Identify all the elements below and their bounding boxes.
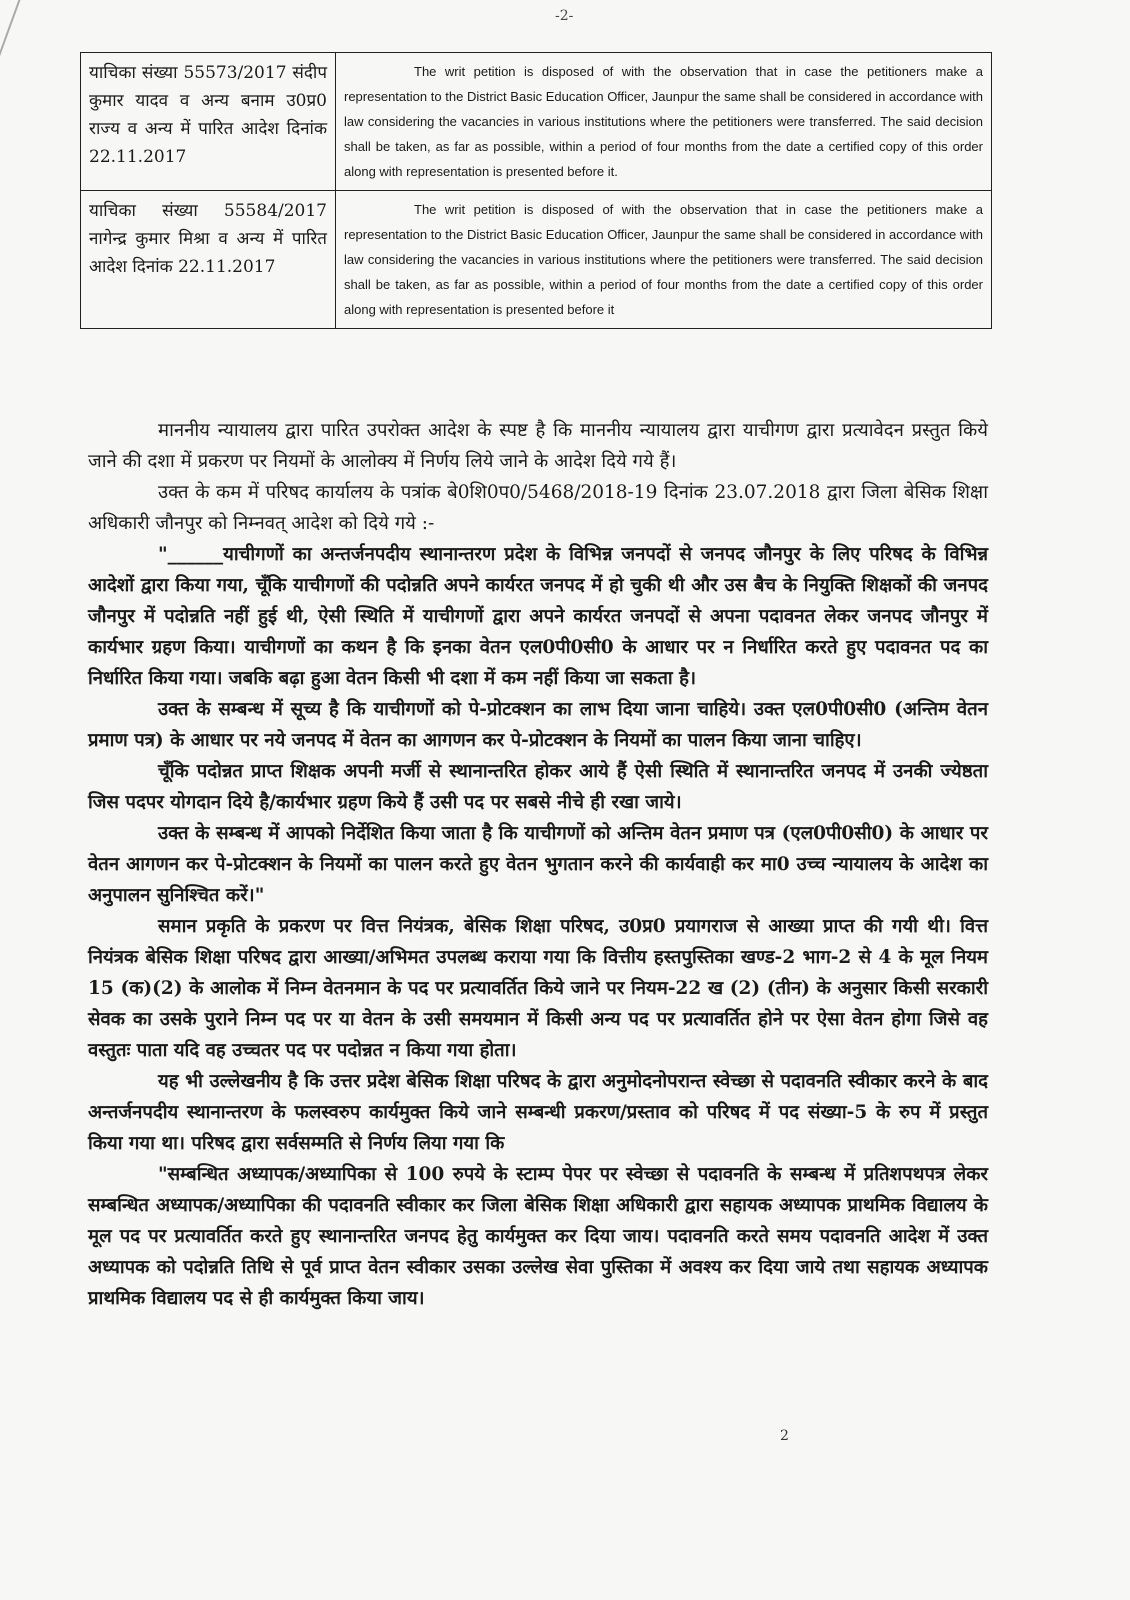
paragraph-council-letter: उक्त के कम में परिषद कार्यालय के पत्रांक बे0शि0प0/5468/2018-19 दिनांक 23.07.2018 द्वारा जिला बेसिक शिक्षा अधिकारी जौनपुर को निम्नवत् आदेश को दिये गये :-	[88, 482, 988, 534]
order-observation-cell	[336, 191, 992, 329]
page-footer-mark: 2	[780, 1428, 789, 1444]
paragraph-directive: उक्त के सम्बन्ध में आपको निर्देशित किया जाता है कि याचीगणों को अन्तिम वेतन प्रमाण पत्र (एल0पी0सी0) के आधार पर वेतन आगणन कर पे-प्रोटक्शन के नियमों का पालन करते हुए वेतन भुगतान करने की कार्यवाही कर मा0 उच्च न्यायालय के आदेश का अनुपालन सुनिश्चित करें।"	[88, 823, 988, 906]
paragraph-quoted-resolution: "सम्बन्धित अध्यापक/अध्यापिका से 100 रुपये के स्टाम्प पेपर पर स्वेच्छा से पदावनति के सम्बन्ध में प्रतिशपथपत्र लेकर सम्बन्धित अध्यापक/अध्यापिका की पदावनति स्वीकार कर जिला बेसिक शिक्षा अधिकारी द्वारा सहायक अध्यापक प्राथमिक विद्यालय के मूल पद पर प्रत्यावर्तित करते हुए स्थानान्तरित जनपद हेतु कार्यमुक्त कर दिया जाय। पदावनति करते समय पदावनति आदेश में उक्त अध्यापक को पदोन्नति तिथि से पूर्व प्राप्त वेतन स्वीकार उसका उल्लेख सेवा पुस्तिका में अवश्य कर दिया जाये तथा सहायक अध्यापक प्राथमिक विद्यालय पद से ही कार्यमुक्त किया जाय।	[88, 1164, 988, 1309]
order-observation-cell	[336, 53, 992, 191]
order-reference-cell: याचिका संख्या 55584/2017 नागेन्द्र कुमार मिश्रा व अन्य में पारित आदेश दिनांक 22.11.2017	[81, 191, 336, 329]
order-reference-cell: याचिका संख्या 55573/2017 संदीप कुमार यादव व अन्य बनाम उ0प्र0 राज्य व अन्य में पारित आदेश दिनांक 22.11.2017	[81, 53, 336, 191]
order-observation-text: The writ petition is disposed of with the observation that in case the petitioners make a representation to the District Basic Education Officer, Jaunpur the same shall be considered in accordance with law considering the vacancies in various institutions where the petitioners were transferred. The said decision shall be taken, as far as possible, within a period of four months from the date a certified copy of this order along with representation is presented before it	[344, 202, 983, 317]
page-number: -2-	[555, 8, 574, 24]
paragraph-council-decision: यह भी उल्लेखनीय है कि उत्तर प्रदेश बेसिक शिक्षा परिषद के द्वारा अनुमोदनोपरान्त स्वेच्छा से पदावनति स्वीकार करने के बाद अन्तर्जनपदीय स्थानान्तरण के फलस्वरुप कार्यमुक्त किये जाने सम्बन्धी प्रकरण/प्रस्ताव को परिषद में पद संख्या-5 के रुप में प्रस्तुत किया गया था। परिषद द्वारा सर्वसम्मति से निर्णय लिया गया कि	[88, 1071, 988, 1154]
paragraph-quoted-order: "______याचीगणों का अन्तर्जनपदीय स्थानान्तरण प्रदेश के विभिन्न जनपदों से जनपद जौनपुर के लिए परिषद के विभिन्न आदेशों द्वारा किया गया, चूँकि याचीगणों की पदोन्नति अपने कार्यरत जनपद में हो चुकी थी और उस बैच के नियुक्ति शिक्षकों की जनपद जौनपुर में पदोन्नति नहीं हुई थी, ऐसी स्थिति में याचीगणों द्वारा अपने कार्यरत जनपदों से अपना पदावनत लेकर जनपद जौनपुर में कार्यभार ग्रहण किया। याचीगणों का कथन है कि इनका वेतन एल0पी0सी0 के आधार पर न निर्धारित करते हुए पदावनत पद का निर्धारित किया गया। जबकि बढ़ा हुआ वेतन किसी भी दशा में कम नहीं किया जा सकता है।	[88, 544, 988, 689]
paragraph-pay-protection: उक्त के सम्बन्ध में सूच्य है कि याचीगणों को पे-प्रोटक्शन का लाभ दिया जाना चाहिये। उक्त एल0पी0सी0 (अन्तिम वेतन प्रमाण पत्र) के आधार पर नये जनपद में वेतन का आगणन कर पे-प्रोटक्शन के नियमों का पालन किया जाना चाहिए।	[88, 699, 988, 751]
table-row	[81, 191, 992, 329]
court-orders-table	[80, 52, 992, 329]
scan-artifact-line	[0, 0, 24, 132]
body-text	[88, 415, 988, 1314]
paragraph-seniority: चूँकि पदोन्नत प्राप्त शिक्षक अपनी मर्जी से स्थानान्तरित होकर आये हैं ऐसी स्थिति में स्थानान्तरित जनपद में उनकी ज्येष्ठता जिस पदपर योगदान दिये है/कार्यभार ग्रहण किये हैं उसी पद पर सबसे नीचे ही रखा जाये।	[88, 761, 988, 813]
table-row	[81, 53, 992, 191]
paragraph-court-summary: माननीय न्यायालय द्वारा पारित उपरोक्त आदेश के स्पष्ट है कि माननीय न्यायालय द्वारा याचीगण द्वारा प्रत्यावेदन प्रस्तुत किये जाने की दशा में प्रकरण पर नियमों के आलोक्य में निर्णय लिये जाने के आदेश दिये गये हैं।	[88, 420, 988, 472]
paragraph-finance-controller: समान प्रकृति के प्रकरण पर वित्त नियंत्रक, बेसिक शिक्षा परिषद, उ0प्र0 प्रयागराज से आख्या प्राप्त की गयी थी। वित्त नियंत्रक बेसिक शिक्षा परिषद द्वारा आख्या/अभिमत उपलब्ध कराया गया कि वित्तीय हस्तपुस्तिका खण्ड-2 भाग-2 से 4 के मूल नियम 15 (क)(2) के आलोक में निम्न वेतनमान के पद पर प्रत्यावर्तित किये जाने पर नियम-22 ख (2) (तीन) के अनुसार किसी सरकारी सेवक का उसके पुराने निम्न पद पर या वेतन के उसी समयमान में किसी अन्य पद पर प्रत्यावर्तित होने पर ऐसा वेतन होगा जिसे वह वस्तुतः पाता यदि वह उच्चतर पद पर पदोन्नत न किया गया होता।	[88, 916, 988, 1061]
order-observation-text: The writ petition is disposed of with the observation that in case the petitioners make a representation to the District Basic Education Officer, Jaunpur the same shall be considered in accordance with law considering the vacancies in various institutions where the petitioners were transferred. The said decision shall be taken, as far as possible, within a period of four months from the date a certified copy of this order along with representation is presented before it.	[344, 64, 983, 179]
